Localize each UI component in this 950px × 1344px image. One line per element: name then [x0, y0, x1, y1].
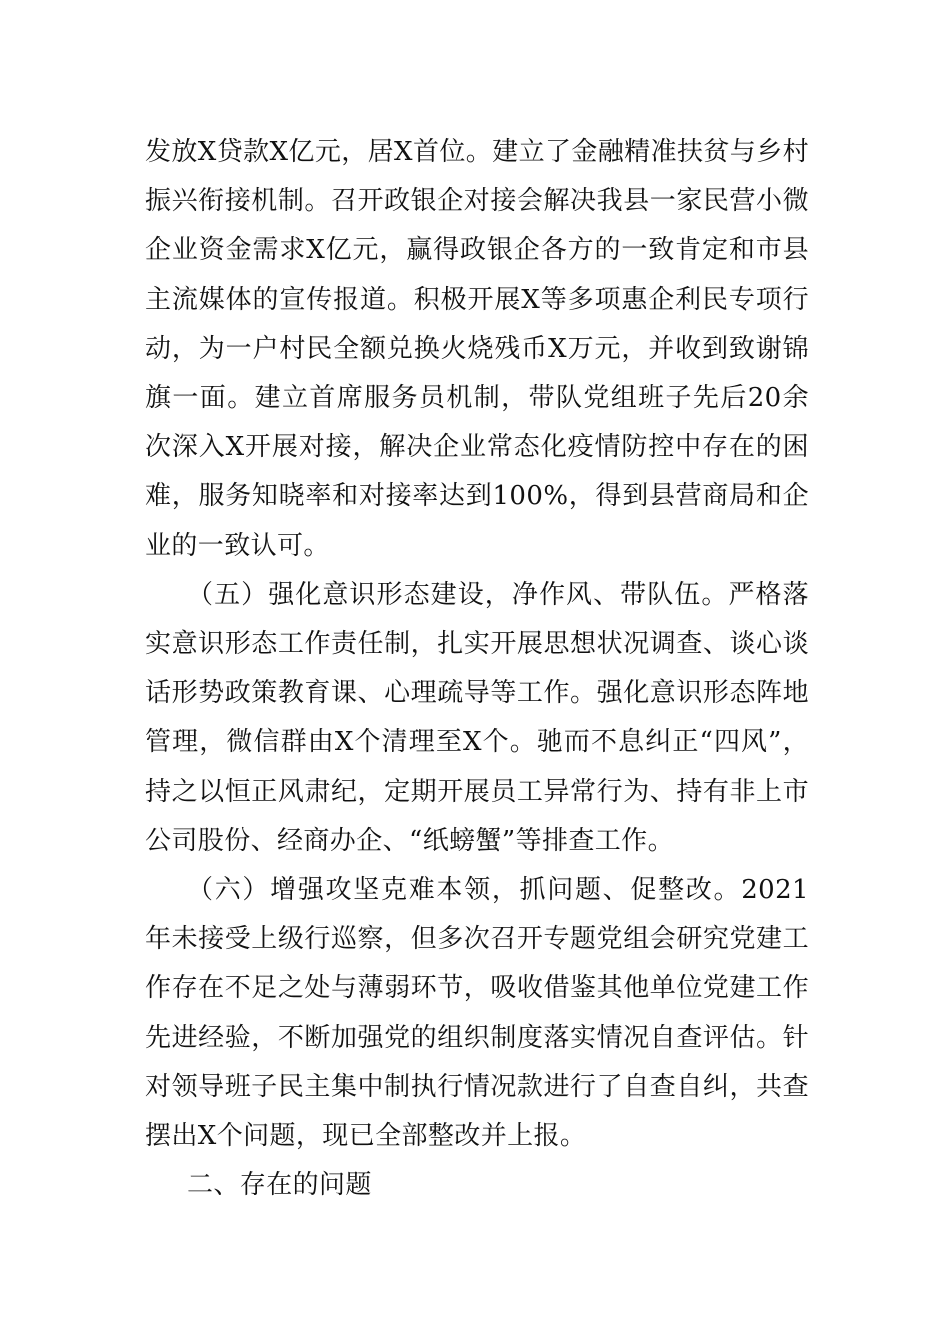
document-page: [145, 128, 809, 1210]
paragraph-credit-services: 发放X贷款X亿元，居X首位。建立了金融精准扶贫与乡村振兴衔接机制。召开政银企对接会解决我县一家民营小微企业资金需求X亿元，赢得政银企各方的一致肯定和市县主流媒体的宣传报道。积极开展X等多项惠企利民专项行动，为一户村民全额兑换火烧残币X万元，并收到致谢锦旗一面。建立首席服务员机制，带队党组班子先后20余次深入X开展对接，解决企业常态化疫情防控中存在的困难，服务知晓率和对接率达到100%，得到县营商局和企业的一致认可。: [145, 137, 809, 561]
section-heading-problems: 二、存在的问题: [187, 1170, 372, 1201]
paragraph-ideology-work: （五）强化意识形态建设，净作风、带队伍。严格落实意识形态工作责任制，扎实开展思想状况调查、谈心谈话形势政策教育课、心理疏导等工作。强化意识形态阵地管理，微信群由X个清理至X个。驰而不息纠正“四风”，持之以恒正风肃纪，定期开展员工异常行为、持有非上市公司股份、经商办企、“纸螃蟹”等排查工作。: [145, 579, 809, 856]
paragraph-rectification: （六）增强攻坚克难本领，抓问题、促整改。2021年未接受上级行巡察，但多次召开专题党组会研究党建工作存在不足之处与薄弱环节，吸收借鉴其他单位党建工作先进经验，不断加强党的组织制度落实情况自查评估。针对领导班子民主集中制执行情况款进行了自查自纠，共查摆出X个问题，现已全部整改并上报。: [145, 875, 809, 1152]
